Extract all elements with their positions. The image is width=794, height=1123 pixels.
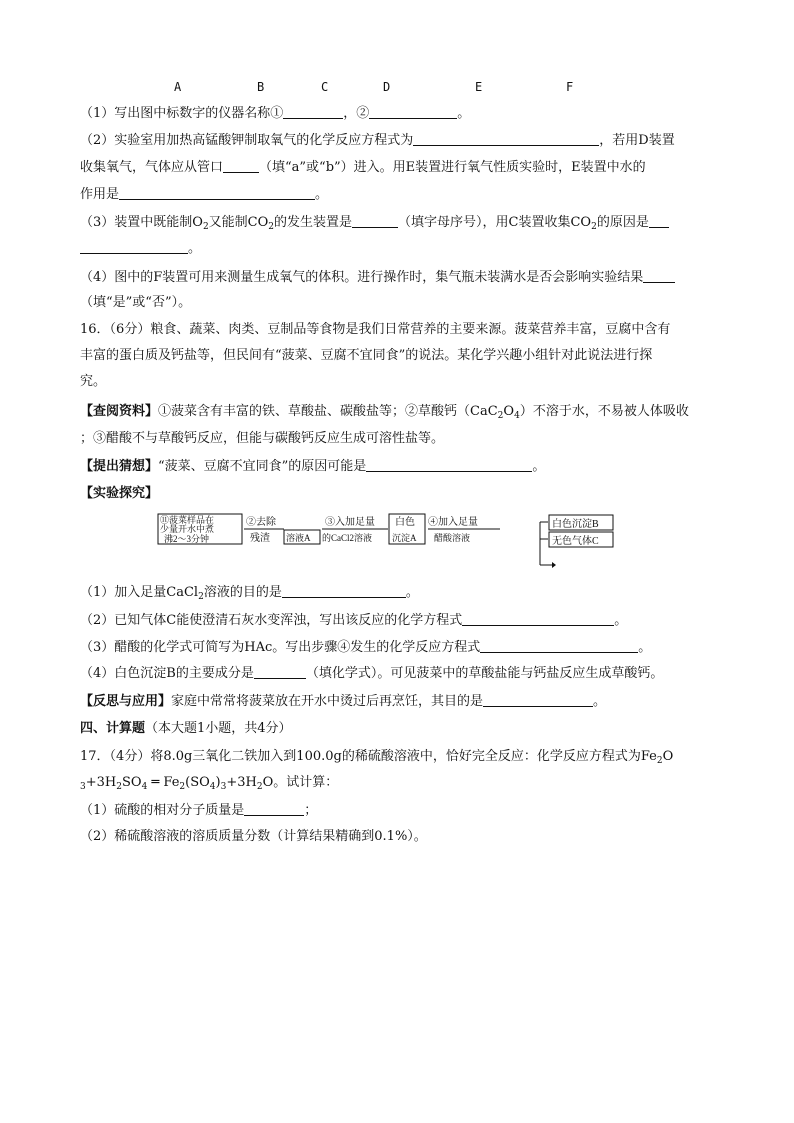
q16-reflect bbox=[80, 692, 720, 711]
flow-white-ppt-2: 沉淀A bbox=[392, 533, 417, 543]
text: O bbox=[503, 404, 515, 419]
text: （1）写出图中标数字的仪器名称① bbox=[80, 106, 284, 121]
text: 收集氧气，气体应从管口 bbox=[80, 160, 224, 175]
q15-part3-line2 bbox=[80, 239, 720, 258]
text: O bbox=[662, 749, 674, 764]
q15-part3-line1: （3）装置中既能制$O_2$又能制$CO_2$的发生装置是 （填字母序号），用C装置收集$CO_2$的原因是 bbox=[80, 213, 720, 232]
q16-info-line1: 【查阅资料】①菠菜含有丰富的铁、草酸盐、碳酸盐等；②草酸钙$(CaC_2O_4)$不溶于水，不易被人体吸收 bbox=[80, 404, 689, 421]
text: （4）白色沉淀B的主要成分是 bbox=[80, 666, 254, 681]
flow-result-b: 白色沉淀B bbox=[552, 519, 599, 530]
q17-sub1 bbox=[80, 801, 720, 820]
q17-stem-line2: $_3+3H_2SO_4$ ═ $Fe_2(SO_4)_3+3H_2O$。试计算： bbox=[80, 775, 339, 792]
text: 。 bbox=[405, 585, 419, 600]
answer-blank[interactable] bbox=[462, 611, 614, 626]
text: 。 bbox=[315, 187, 329, 202]
q16-sub3 bbox=[80, 638, 720, 657]
flow-step3: ③入加足量 bbox=[325, 517, 375, 528]
text: （2）稀硫酸溶液的溶质质量分数（计算结果精确到0.1%）。 bbox=[80, 829, 427, 844]
text: （3）装置中既能制O bbox=[80, 215, 203, 230]
answer-blank[interactable] bbox=[369, 104, 457, 119]
q16-intro-line2 bbox=[80, 347, 720, 365]
flow-step2: ②去除 bbox=[246, 517, 276, 528]
text: ，若用D装置 bbox=[599, 133, 675, 148]
text: 16．（6分）粮食、蔬菜、肉类、豆制品等食物是我们日常营养的主要来源。菠菜营养丰富，豆腐中含有 bbox=[80, 322, 671, 337]
q16-sub4 bbox=[80, 664, 720, 683]
section-label: 【查阅资料】 bbox=[80, 404, 159, 419]
text: ；③醋酸不与草酸钙反应，但能与碳酸钙反应生成可溶性盐等。 bbox=[80, 431, 445, 446]
answer-blank[interactable] bbox=[352, 213, 398, 228]
flow-box1-line2: 少量开水中煮 bbox=[160, 524, 215, 534]
text: （填化学式）。可见菠菜中的草酸盐能与钙盐反应生成草酸钙。 bbox=[305, 666, 664, 681]
answer-blank[interactable] bbox=[483, 692, 593, 707]
q15-part1 bbox=[80, 104, 720, 123]
text: O。试计算： bbox=[262, 775, 339, 790]
answer-blank[interactable] bbox=[413, 131, 599, 146]
q15-part4-line1 bbox=[80, 268, 720, 287]
q16-info-line2 bbox=[80, 430, 720, 448]
flow-box1-line1: ⑪菠菜样品在 bbox=[160, 515, 215, 525]
text: 17．（4分）将8.0g三氧化二铁加入到100.0g的稀硫酸溶液中，恰好完全反应：化学反应方程式为Fe bbox=[80, 749, 657, 764]
q15-part4-line2 bbox=[80, 294, 720, 312]
apparatus-letter-e: E bbox=[475, 80, 483, 94]
apparatus-letter-a: A bbox=[174, 80, 182, 94]
text: （4）图中的F装置可用来测量生成氧气的体积。进行操作时，集气瓶未装满水是否会影响实验结果 bbox=[80, 270, 644, 285]
section-label: 【提出猜想】 bbox=[80, 459, 159, 474]
text: 。 bbox=[638, 640, 652, 655]
text: （1）加入足量CaCl bbox=[80, 585, 199, 600]
flow-cacl2: 的CaCl2溶液 bbox=[322, 533, 373, 543]
apparatus-letter-f: F bbox=[566, 80, 574, 94]
flow-acetic: 醋酸溶液 bbox=[434, 533, 471, 543]
apparatus-letter-d: D bbox=[383, 80, 391, 94]
flow-box-solution bbox=[284, 530, 320, 544]
q16-explore-label bbox=[80, 485, 720, 503]
flow-box-precipitate-a bbox=[389, 514, 425, 544]
answer-blank[interactable] bbox=[80, 239, 188, 254]
text: +3H bbox=[226, 775, 257, 790]
flow-box-spinach bbox=[158, 514, 242, 544]
q16-guess bbox=[80, 457, 720, 476]
section4-heading bbox=[80, 720, 720, 738]
text: 的原因是 bbox=[596, 215, 649, 230]
section-label: 【实验探究】 bbox=[80, 486, 159, 501]
section-note: （本大题1小题，共4分） bbox=[145, 721, 292, 736]
flow-box-gas-c bbox=[549, 532, 613, 547]
text: 的发生装置是 bbox=[274, 215, 353, 230]
text: 。 bbox=[532, 459, 546, 474]
flow-arrowhead bbox=[552, 562, 556, 568]
answer-blank[interactable] bbox=[282, 583, 406, 598]
text: 又能制CO bbox=[208, 215, 269, 230]
text: （填“是”或“否”）。 bbox=[80, 295, 192, 310]
answer-blank[interactable] bbox=[643, 268, 675, 283]
answer-blank[interactable] bbox=[254, 664, 306, 679]
section-label: 【反思与应用】 bbox=[80, 694, 172, 709]
q17-stem-line1: 17．（4分）将8.0g三氧化二铁加入到100.0g的稀硫酸溶液中，恰好完全反应：化学反应方程式为$Fe_2O$ bbox=[80, 749, 674, 766]
flow-result-c: 无色气体C bbox=[552, 536, 599, 547]
flow-box1-line3: 沸2～3分钟 bbox=[164, 534, 210, 544]
q16-sub1: （1）加入足量CaCl$_2$溶液的目的是 。 bbox=[80, 585, 419, 602]
q15-part2-line3 bbox=[80, 185, 720, 204]
text: （3）醋酸的化学式可简写为HAc。写出步骤④发生的化学反应方程式 bbox=[80, 640, 481, 655]
text: （填字母序号），用C装置收集CO bbox=[398, 215, 592, 230]
q15-part2-line1 bbox=[80, 131, 720, 150]
text: +3H bbox=[85, 775, 117, 790]
text: （填“a”或“b”）进入。用E装置进行氧气性质实验时，E装置中水的 bbox=[259, 160, 646, 175]
text: ； bbox=[304, 803, 318, 818]
text: ，② bbox=[343, 106, 370, 121]
text: SO bbox=[121, 775, 142, 790]
answer-blank[interactable] bbox=[244, 801, 304, 816]
q16-intro-line3 bbox=[80, 373, 720, 391]
text: ）不溶于水，不易被人体吸收 bbox=[519, 404, 689, 419]
apparatus-letter-c: C bbox=[321, 80, 329, 94]
apparatus-letter-b: B bbox=[257, 80, 265, 94]
text: 家庭中常常将菠菜放在开水中烫过后再烹饪，其目的是 bbox=[171, 694, 484, 709]
q17-sub2 bbox=[80, 828, 720, 846]
text: ①菠菜含有丰富的铁、草酸盐、碳酸盐等；②草酸钙（CaC bbox=[158, 404, 498, 419]
q16-sub2 bbox=[80, 611, 720, 630]
text: 究。 bbox=[80, 374, 107, 389]
flow-box-precipitate-b bbox=[549, 515, 613, 530]
answer-blank[interactable] bbox=[283, 104, 343, 119]
flow-step4: ④加入足量 bbox=[428, 517, 478, 528]
text: (SO bbox=[185, 775, 210, 790]
answer-blank[interactable] bbox=[480, 638, 638, 653]
answer-blank[interactable] bbox=[223, 158, 259, 173]
section-title: 四、计算题 bbox=[80, 721, 146, 736]
text: 。 bbox=[188, 241, 202, 256]
flow-white-ppt-1: 白色 bbox=[395, 517, 415, 528]
text: 。 bbox=[593, 694, 607, 709]
answer-blank[interactable] bbox=[366, 457, 532, 472]
text: 溶液的目的是 bbox=[203, 585, 282, 600]
text: （2）实验室用加热高锰酸钾制取氧气的化学反应方程式为 bbox=[80, 133, 414, 148]
text: “菠菜、豆腐不宜同食”的原因可能是 bbox=[158, 459, 367, 474]
text: ) bbox=[215, 775, 221, 790]
text: （2）已知气体C能使澄清石灰水变浑浊，写出该反应的化学方程式 bbox=[80, 613, 463, 628]
text: ═ Fe bbox=[151, 775, 180, 790]
text: 作用是 bbox=[80, 187, 120, 202]
q15-part2-line2 bbox=[80, 158, 720, 177]
flow-residue: 残渣 bbox=[250, 533, 270, 544]
flow-solution: 溶液A bbox=[286, 533, 311, 543]
text: 丰富的蛋白质及钙盐等，但民间有“菠菜、豆腐不宜同食”的说法。某化学兴趣小组针对此说法进行探 bbox=[80, 348, 653, 363]
answer-blank[interactable] bbox=[119, 185, 315, 200]
q16-intro-line1 bbox=[80, 321, 720, 339]
text: 。 bbox=[614, 613, 628, 628]
answer-blank[interactable] bbox=[649, 213, 669, 228]
text: 。 bbox=[457, 106, 471, 121]
text: （1）硫酸的相对分子质量是 bbox=[80, 803, 245, 818]
